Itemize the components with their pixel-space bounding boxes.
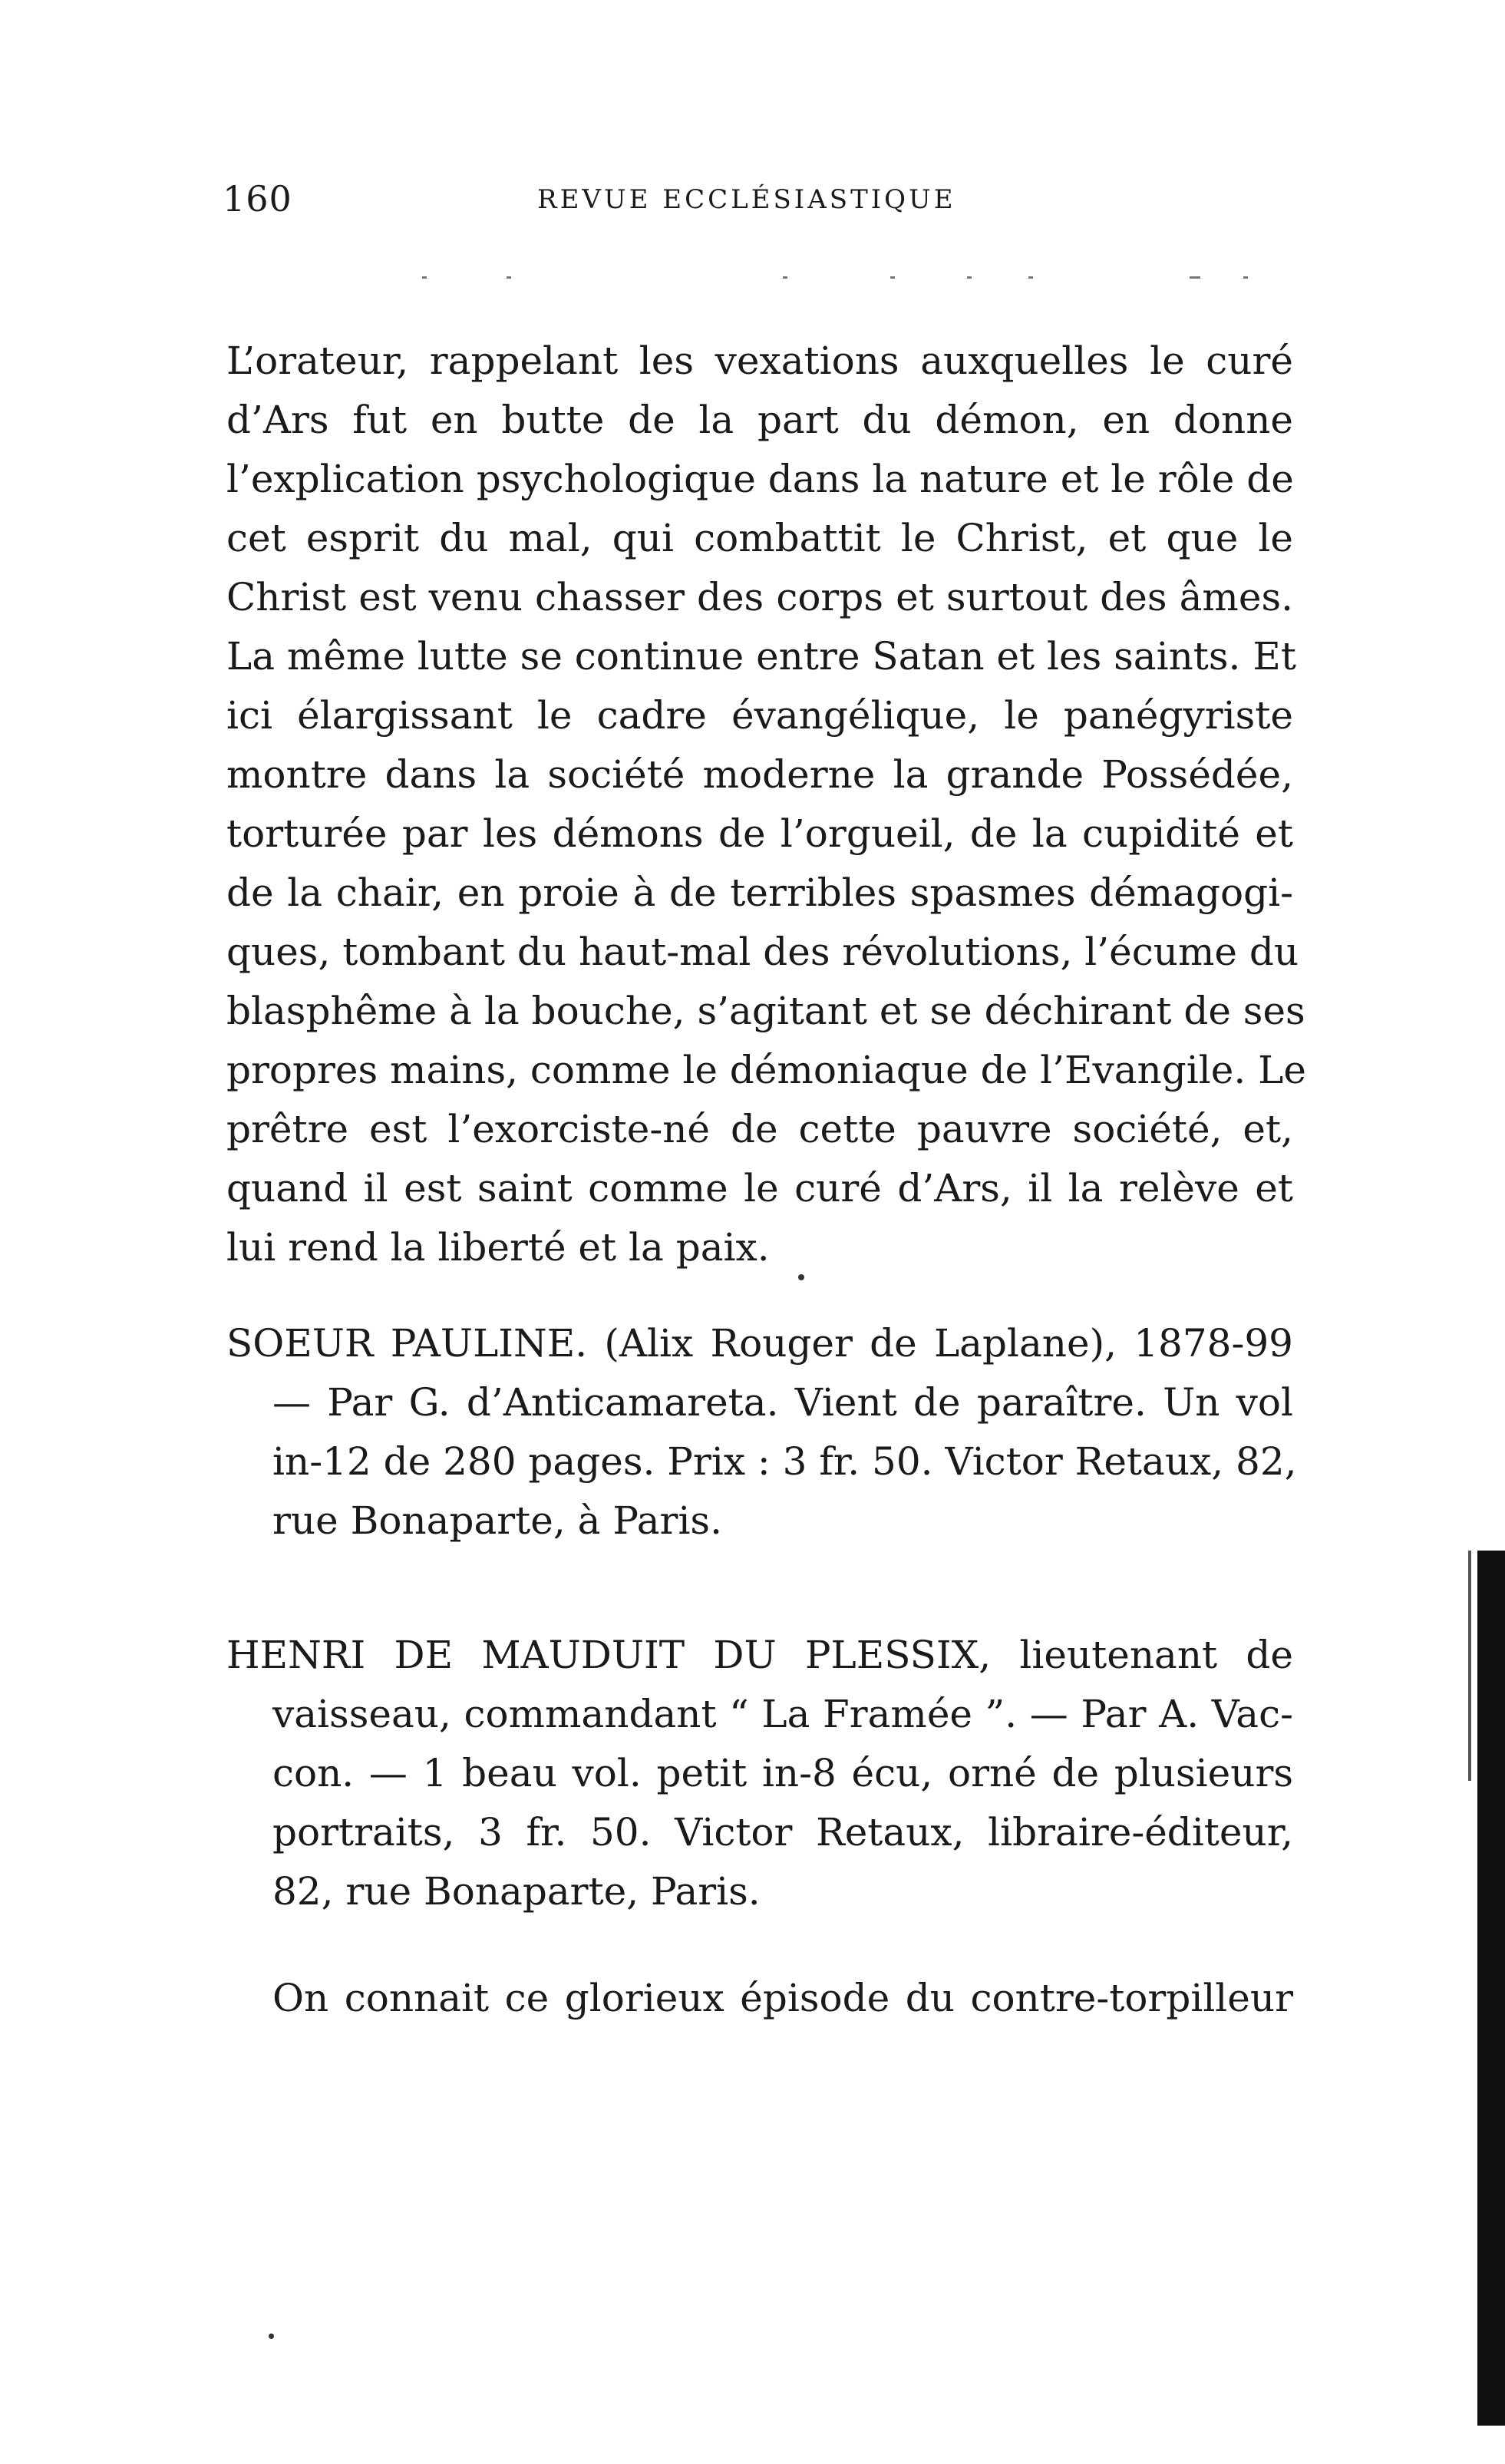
- text-line: portraits, 3 fr. 50. Victor Retaux, libraire-éditeur,: [272, 1810, 1293, 1855]
- text-line: lui rend la liberté et la paix.: [226, 1225, 770, 1270]
- page-number: 160: [223, 178, 292, 220]
- text-line: rue Bonaparte, à Paris.: [272, 1498, 722, 1543]
- text-line: La même lutte se continue entre Satan et les saints. Et: [226, 634, 1296, 679]
- text-line: blasphême à la bouche, s’agitant et se déchirant de ses: [226, 989, 1305, 1033]
- text-line: ici élargissant le cadre évangélique, le panégyriste: [226, 693, 1293, 738]
- text-line: cet esprit du mal, qui combattit le Christ, et que le: [226, 516, 1293, 560]
- scan-edge-bar: [1477, 1551, 1505, 2426]
- text-line: ques, tombant du haut-mal des révolutions, l’écume du: [226, 930, 1299, 974]
- dotted-rule: [307, 276, 1289, 279]
- text-line: 82, rue Bonaparte, Paris.: [272, 1869, 761, 1914]
- book-notice-soeur-pauline: [226, 1314, 1297, 1551]
- running-head: REVUE ECCLÉSIASTIQUE: [537, 184, 956, 215]
- ink-speck: [269, 2334, 274, 2339]
- entry-title-line: SOEUR PAULINE. (Alix Rouger de Laplane), 1878-99: [226, 1321, 1293, 1366]
- text-line: d’Ars fut en butte de la part du démon, en donne: [226, 398, 1293, 442]
- book-notice-henri-de-mauduit: [226, 1626, 1293, 1921]
- entry-title-line: HENRI DE MAUDUIT DU PLESSIX, lieutenant de: [226, 1633, 1293, 1677]
- text-line: de la chair, en proie à de terribles spasmes démagogi-: [226, 870, 1293, 915]
- text-line: propres mains, comme le démoniaque de l’Evangile. Le: [226, 1048, 1306, 1092]
- text-line: montre dans la société moderne la grande Possédée,: [226, 752, 1293, 797]
- text-line: con. — 1 beau vol. petit in-8 écu, orné de plusieurs: [272, 1751, 1293, 1795]
- text-line: L’orateur, rappelant les vexations auxquelles le curé: [226, 339, 1293, 383]
- text-line: torturée par les démons de l’orgueil, de la cupidité et: [226, 811, 1293, 856]
- text-line: vaisseau, commandant “ La Framée ”. — Par A. Vac-: [272, 1692, 1293, 1736]
- paragraph-2: On connait ce glorieux épisode du contre-torpilleur: [272, 1976, 1293, 2020]
- text-line: Christ est venu chasser des corps et surtout des âmes.: [226, 575, 1293, 619]
- scan-edge-line: [1468, 1551, 1471, 1781]
- text-line: — Par G. d’Anticamareta. Vient de paraître. Un vol: [272, 1380, 1293, 1425]
- ink-speck: [798, 1274, 804, 1280]
- text-line: in-12 de 280 pages. Prix : 3 fr. 50. Victor Retaux, 82,: [272, 1439, 1297, 1484]
- text-line: prêtre est l’exorciste-né de cette pauvre société, et,: [226, 1107, 1293, 1151]
- text-line: l’explication psychologique dans la nature et le rôle de: [226, 457, 1294, 501]
- text-line: quand il est saint comme le curé d’Ars, il la relève et: [226, 1166, 1293, 1211]
- paragraph-1: [226, 332, 1306, 1277]
